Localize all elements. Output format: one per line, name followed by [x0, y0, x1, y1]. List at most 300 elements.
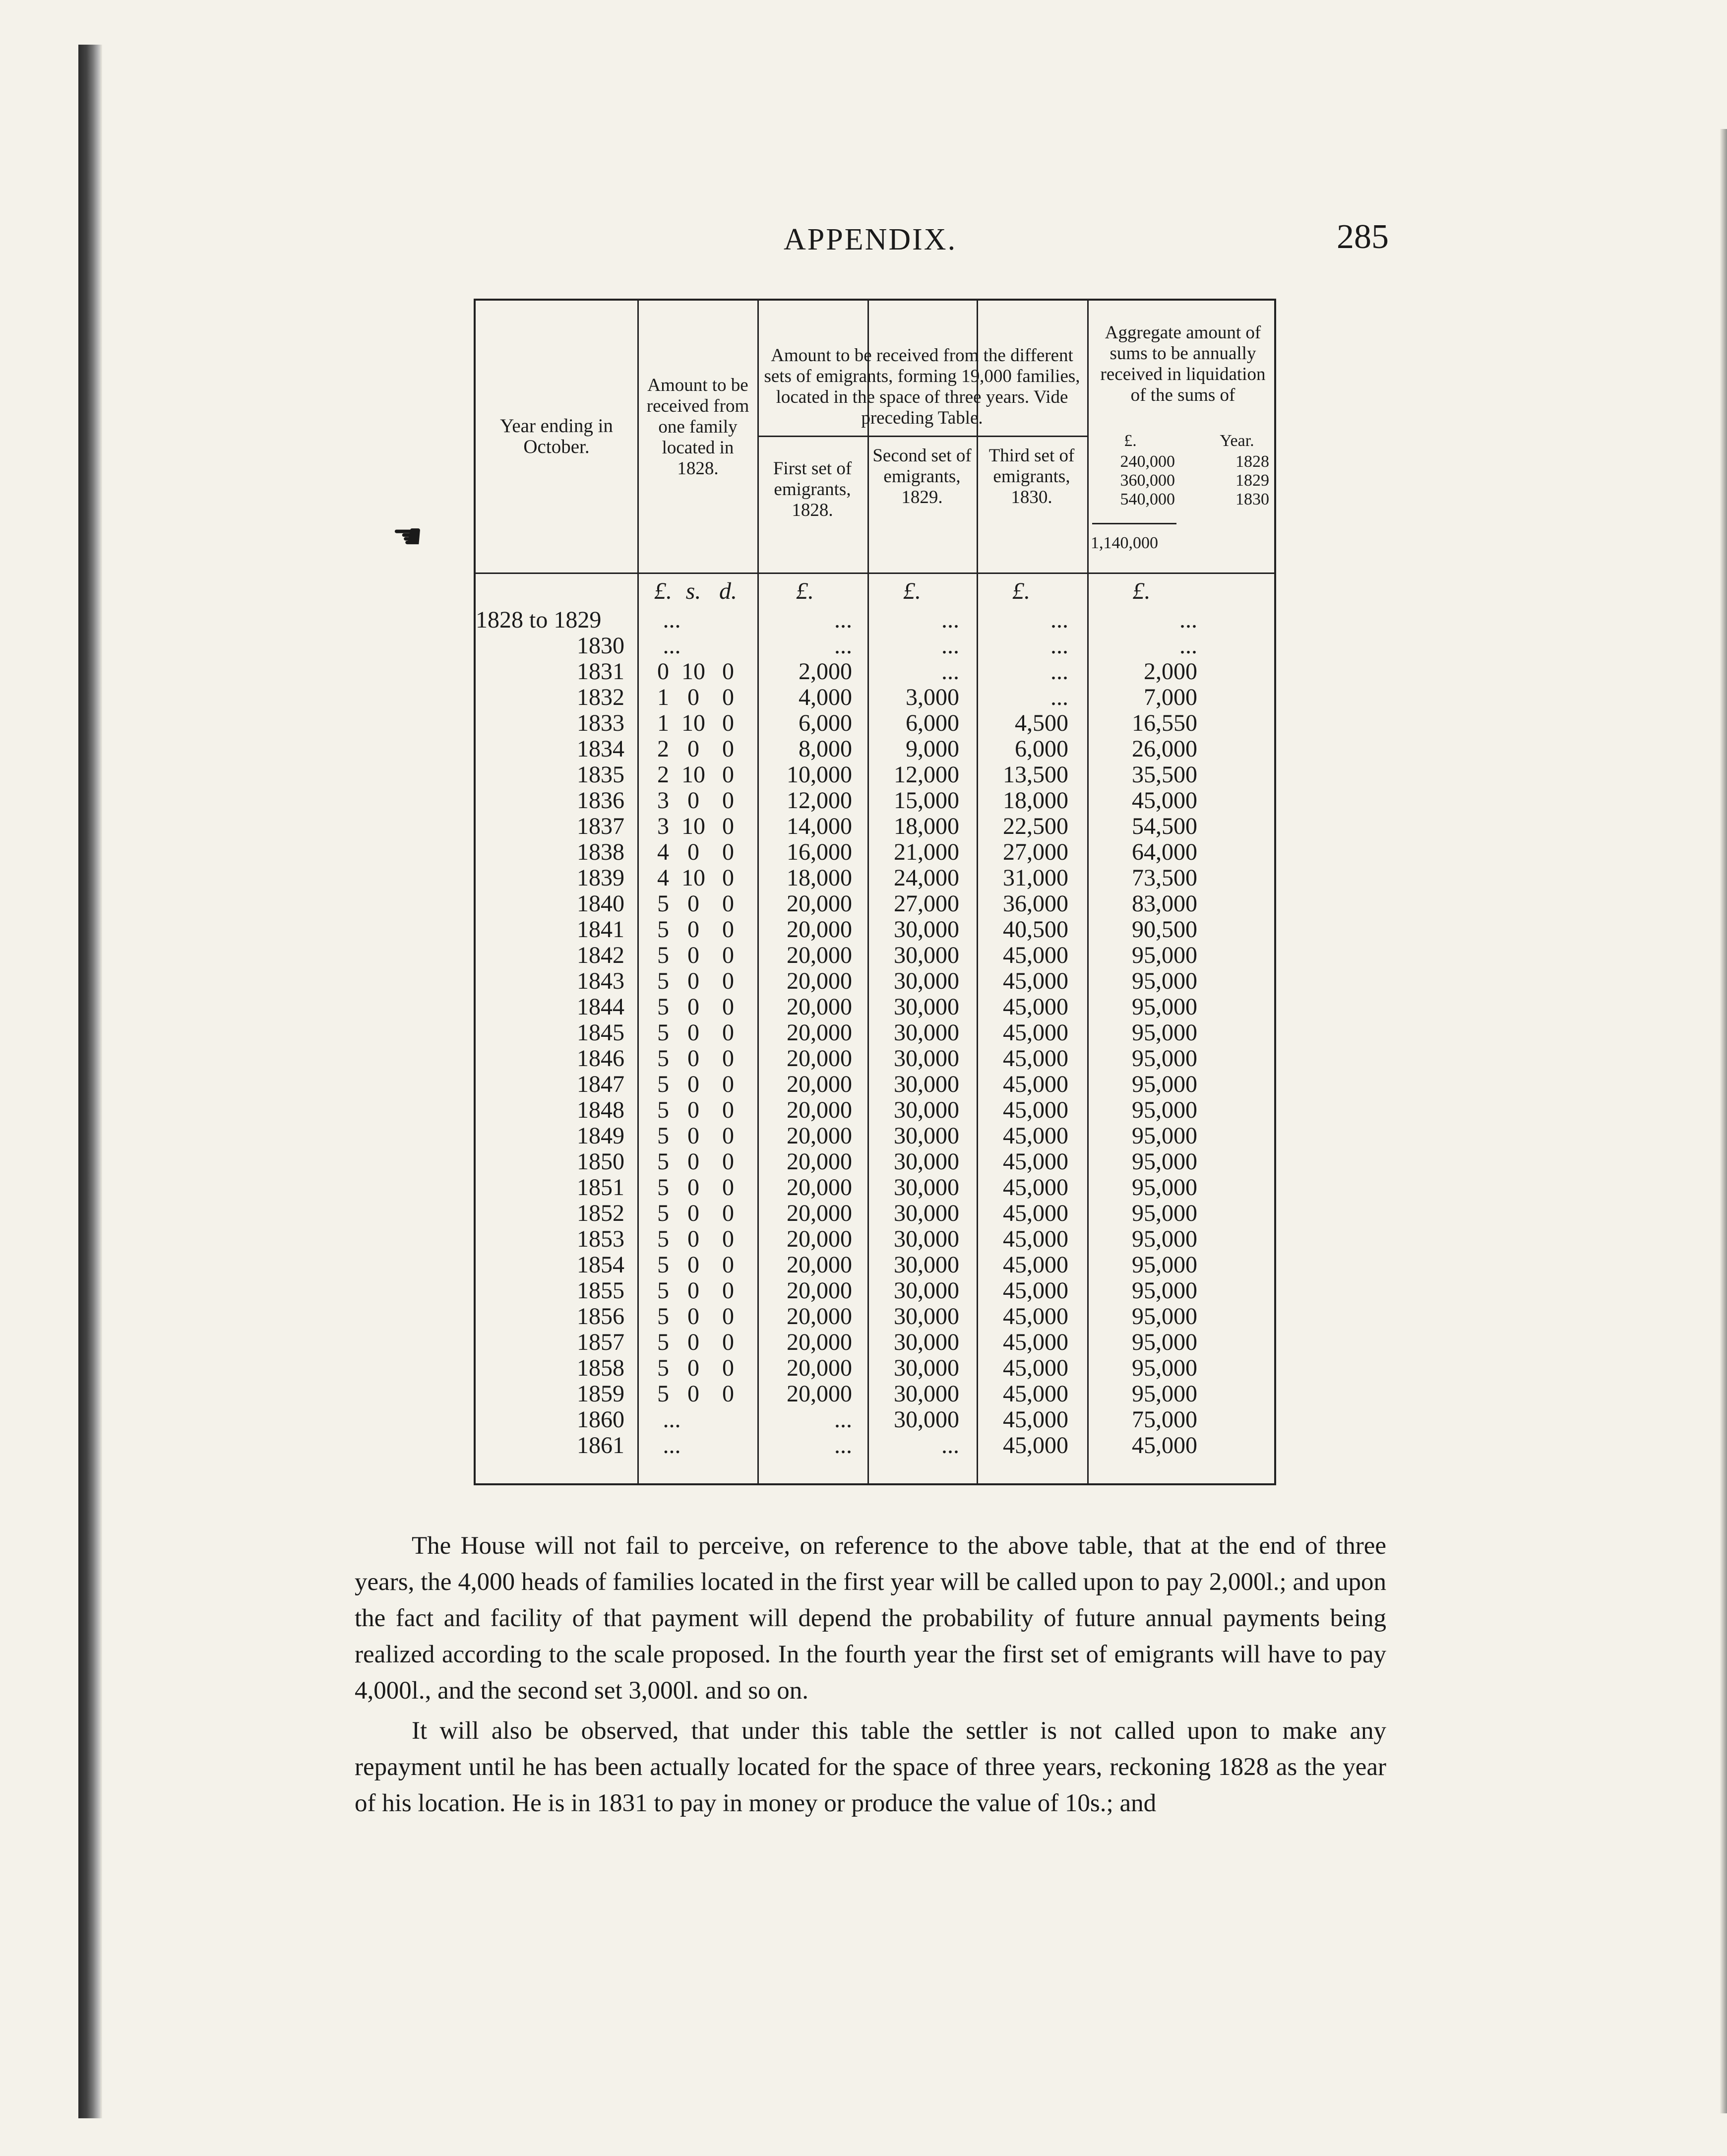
- shillings-cell: 0: [687, 1174, 699, 1201]
- third-set-cell: 45,000: [1003, 1432, 1068, 1458]
- year-cell: 1861: [577, 1432, 624, 1458]
- pounds-cell: 5: [657, 1071, 669, 1097]
- third-set-cell: 45,000: [1003, 1329, 1068, 1355]
- first-set-cell: 20,000: [787, 994, 852, 1020]
- header-third-set: Third set of emigrants, 1830.: [988, 445, 1075, 507]
- third-set-cell: 6,000: [1015, 736, 1068, 762]
- second-set-cell: 30,000: [894, 1226, 959, 1252]
- pounds-cell: 5: [657, 1303, 669, 1330]
- pence-cell: 0: [722, 1097, 734, 1123]
- pence-cell: 0: [722, 1019, 734, 1046]
- table-row: [476, 865, 1274, 891]
- second-set-cell: 30,000: [894, 1174, 959, 1201]
- shillings-cell: 0: [687, 1071, 699, 1097]
- table-row: [476, 994, 1274, 1020]
- unit-second: £.: [903, 578, 921, 604]
- book-binding-shadow: [78, 45, 102, 2118]
- year-cell: 1839: [577, 865, 624, 891]
- pounds-cell: 5: [657, 1045, 669, 1072]
- page-edge: [1720, 129, 1727, 2113]
- body-text: [355, 1528, 1386, 1822]
- year-cell: 1848: [577, 1097, 624, 1123]
- aggregate-cell: 95,000: [1132, 994, 1197, 1020]
- second-set-cell: 30,000: [894, 1252, 959, 1278]
- table-row: [476, 1175, 1274, 1201]
- total-rule: [1092, 523, 1176, 524]
- first-set-cell: 20,000: [787, 1045, 852, 1072]
- third-set-cell: 27,000: [1003, 839, 1068, 865]
- year-cell: 1859: [577, 1381, 624, 1407]
- year-cell: 1831: [577, 658, 624, 685]
- shillings-cell: 0: [687, 1123, 699, 1149]
- liquidation-sum: 540,000: [1120, 490, 1175, 508]
- family-amount-cell: ...: [663, 633, 681, 659]
- running-head: [466, 218, 1389, 267]
- shillings-cell: 0: [687, 1019, 699, 1046]
- pounds-cell: 5: [657, 1355, 669, 1381]
- pence-cell: 0: [722, 1071, 734, 1097]
- pounds-cell: 5: [657, 1097, 669, 1123]
- header-year: Year ending in October.: [500, 415, 613, 457]
- liquidation-year: 1828: [1235, 452, 1269, 471]
- aggregate-cell: 2,000: [1144, 658, 1197, 685]
- aggregate-pounds-label: £.: [1124, 432, 1137, 450]
- year-cell: 1837: [577, 813, 624, 839]
- table-row: [476, 943, 1274, 968]
- second-set-cell: 24,000: [894, 865, 959, 891]
- third-set-cell: 40,500: [1003, 916, 1068, 943]
- table-row: [476, 1097, 1274, 1123]
- year-cell: 1840: [577, 890, 624, 917]
- pence-cell: 0: [722, 1355, 734, 1381]
- liquidation-year: 1830: [1235, 490, 1269, 508]
- aggregate-year-label: Year.: [1220, 432, 1254, 450]
- table-row: [476, 1201, 1274, 1226]
- table-row: [476, 968, 1274, 994]
- year-cell: 1828 to 1829: [476, 607, 602, 633]
- pounds-cell: 5: [657, 994, 669, 1020]
- third-set-cell: 13,500: [1003, 761, 1068, 788]
- table-row: [476, 736, 1274, 762]
- first-set-cell: ...: [834, 607, 852, 633]
- pounds-cell: 5: [657, 1148, 669, 1175]
- year-cell: 1846: [577, 1045, 624, 1072]
- table-row: [476, 1407, 1274, 1433]
- pence-cell: 0: [722, 994, 734, 1020]
- third-set-cell: 22,500: [1003, 813, 1068, 839]
- first-set-cell: 20,000: [787, 1097, 852, 1123]
- shillings-cell: 0: [687, 942, 699, 968]
- first-set-cell: 20,000: [787, 1303, 852, 1330]
- pounds-cell: 5: [657, 1252, 669, 1278]
- second-set-cell: 21,000: [894, 839, 959, 865]
- table-row: [476, 633, 1274, 659]
- pounds-cell: 5: [657, 1329, 669, 1355]
- first-set-cell: 20,000: [787, 1019, 852, 1046]
- aggregate-cell: 95,000: [1132, 1071, 1197, 1097]
- second-set-cell: 30,000: [894, 968, 959, 994]
- first-set-cell: 16,000: [787, 839, 852, 865]
- pence-cell: 0: [722, 684, 734, 710]
- second-set-cell: 6,000: [906, 710, 959, 736]
- pence-cell: 0: [722, 813, 734, 839]
- aggregate-cell: ...: [1179, 607, 1197, 633]
- liquidation-sum: 240,000: [1120, 452, 1175, 471]
- pence-cell: 0: [722, 1148, 734, 1175]
- second-set-cell: 30,000: [894, 1277, 959, 1304]
- pounds-cell: 5: [657, 890, 669, 917]
- table-row: [476, 814, 1274, 839]
- aggregate-cell: 90,500: [1132, 916, 1197, 943]
- pence-cell: 0: [722, 865, 734, 891]
- year-cell: 1852: [577, 1200, 624, 1226]
- pounds-cell: 2: [657, 761, 669, 788]
- second-set-cell: 30,000: [894, 1148, 959, 1175]
- third-set-cell: 36,000: [1003, 890, 1068, 917]
- aggregate-cell: 95,000: [1132, 1226, 1197, 1252]
- first-set-cell: 20,000: [787, 1174, 852, 1201]
- first-set-cell: 20,000: [787, 1252, 852, 1278]
- third-set-cell: 45,000: [1003, 1045, 1068, 1072]
- third-set-cell: 31,000: [1003, 865, 1068, 891]
- aggregate-cell: 95,000: [1132, 942, 1197, 968]
- pointing-hand-mark: ☚: [392, 518, 423, 556]
- first-set-cell: 4,000: [799, 684, 852, 710]
- header-aggregate: Aggregate amount of sums to be annually received in liquidation of the sums of: [1100, 322, 1266, 405]
- pounds-cell: 5: [657, 1226, 669, 1252]
- aggregate-cell: ...: [1179, 633, 1197, 659]
- second-set-cell: ...: [941, 658, 959, 685]
- second-set-cell: 30,000: [894, 1329, 959, 1355]
- third-set-cell: 45,000: [1003, 1019, 1068, 1046]
- unit-first: £.: [796, 578, 814, 604]
- second-set-cell: 3,000: [906, 684, 959, 710]
- year-cell: 1838: [577, 839, 624, 865]
- shillings-cell: 0: [687, 1355, 699, 1381]
- second-set-cell: 9,000: [906, 736, 959, 762]
- first-set-cell: ...: [834, 1406, 852, 1433]
- aggregate-cell: 26,000: [1132, 736, 1197, 762]
- shillings-cell: 10: [681, 761, 705, 788]
- table-row: [476, 788, 1274, 814]
- second-set-cell: 30,000: [894, 1406, 959, 1433]
- shillings-cell: 10: [681, 865, 705, 891]
- pounds-cell: 4: [657, 865, 669, 891]
- first-set-cell: 20,000: [787, 1329, 852, 1355]
- pounds-cell: 5: [657, 1381, 669, 1407]
- third-set-cell: 45,000: [1003, 994, 1068, 1020]
- pence-cell: 0: [722, 736, 734, 762]
- aggregate-cell: 95,000: [1132, 1200, 1197, 1226]
- pounds-cell: 3: [657, 787, 669, 814]
- third-set-cell: ...: [1050, 658, 1068, 685]
- pence-cell: 0: [722, 1329, 734, 1355]
- first-set-cell: 18,000: [787, 865, 852, 891]
- first-set-cell: 20,000: [787, 1355, 852, 1381]
- aggregate-cell: 95,000: [1132, 1148, 1197, 1175]
- aggregate-cell: 95,000: [1132, 1252, 1197, 1278]
- year-cell: 1843: [577, 968, 624, 994]
- pence-cell: 0: [722, 916, 734, 943]
- table-row: [476, 710, 1274, 736]
- shillings-cell: 0: [687, 1277, 699, 1304]
- unit-aggregate: £.: [1132, 578, 1151, 604]
- third-set-cell: ...: [1050, 633, 1068, 659]
- pounds-cell: 5: [657, 1019, 669, 1046]
- pounds-cell: 5: [657, 1123, 669, 1149]
- third-set-cell: 45,000: [1003, 1226, 1068, 1252]
- year-cell: 1860: [577, 1406, 624, 1433]
- aggregate-cell: 75,000: [1132, 1406, 1197, 1433]
- table-row: [476, 685, 1274, 710]
- second-set-cell: 30,000: [894, 994, 959, 1020]
- first-set-cell: 20,000: [787, 1226, 852, 1252]
- aggregate-cell: 95,000: [1132, 1123, 1197, 1149]
- second-set-cell: 30,000: [894, 1071, 959, 1097]
- table-row: [476, 1046, 1274, 1072]
- aggregate-cell: 83,000: [1132, 890, 1197, 917]
- pence-cell: 0: [722, 890, 734, 917]
- third-set-cell: 45,000: [1003, 1355, 1068, 1381]
- table-row: [476, 1252, 1274, 1278]
- year-cell: 1851: [577, 1174, 624, 1201]
- table-row: [476, 839, 1274, 865]
- aggregate-cell: 95,000: [1132, 1277, 1197, 1304]
- second-set-cell: 15,000: [894, 787, 959, 814]
- aggregate-cell: 95,000: [1132, 968, 1197, 994]
- second-set-cell: 27,000: [894, 890, 959, 917]
- second-set-cell: 30,000: [894, 916, 959, 943]
- second-set-cell: 30,000: [894, 1019, 959, 1046]
- running-title: APPENDIX.: [784, 223, 957, 256]
- second-set-cell: 30,000: [894, 1303, 959, 1330]
- third-set-cell: 45,000: [1003, 1200, 1068, 1226]
- shillings-cell: 0: [687, 1381, 699, 1407]
- pence-cell: 0: [722, 1252, 734, 1278]
- first-set-cell: 20,000: [787, 1277, 852, 1304]
- header-bottom-rule: [476, 572, 1274, 574]
- table-row: [476, 1072, 1274, 1097]
- year-cell: 1845: [577, 1019, 624, 1046]
- year-cell: 1833: [577, 710, 624, 736]
- unit-shillings: s.: [685, 578, 701, 604]
- third-set-cell: 45,000: [1003, 1174, 1068, 1201]
- third-set-cell: 45,000: [1003, 1277, 1068, 1304]
- pence-cell: 0: [722, 1174, 734, 1201]
- first-set-cell: 20,000: [787, 1200, 852, 1226]
- shillings-cell: 0: [687, 839, 699, 865]
- table-row: [476, 1020, 1274, 1046]
- third-set-cell: ...: [1050, 607, 1068, 633]
- paragraph-2: It will also be observed, that under this table the settler is not called upon to make any repayment until he has been actually located for the space of three years, reckoning 1828 as the year of his location. He is in 1831 to pay in money or produce the value of 10s.; and: [355, 1717, 1386, 1817]
- aggregate-cell: 45,000: [1132, 1432, 1197, 1458]
- pence-cell: 0: [722, 1123, 734, 1149]
- pounds-cell: 5: [657, 968, 669, 994]
- year-cell: 1854: [577, 1252, 624, 1278]
- aggregate-cell: 95,000: [1132, 1303, 1197, 1330]
- year-cell: 1842: [577, 942, 624, 968]
- year-cell: 1857: [577, 1329, 624, 1355]
- first-set-cell: 20,000: [787, 968, 852, 994]
- shillings-cell: 0: [687, 1329, 699, 1355]
- pence-cell: 0: [722, 658, 734, 685]
- table-row: [476, 1278, 1274, 1304]
- header-second-set: Second set of emigrants, 1829.: [872, 445, 972, 507]
- aggregate-cell: 35,500: [1132, 761, 1197, 788]
- shillings-cell: 10: [681, 658, 705, 685]
- unit-pounds: £.: [654, 578, 672, 604]
- shillings-cell: 0: [687, 916, 699, 943]
- first-set-cell: 2,000: [799, 658, 852, 685]
- first-set-cell: 10,000: [787, 761, 852, 788]
- shillings-cell: 0: [687, 1252, 699, 1278]
- pounds-cell: 5: [657, 1174, 669, 1201]
- aggregate-cell: 7,000: [1144, 684, 1197, 710]
- shillings-cell: 0: [687, 1097, 699, 1123]
- pounds-cell: 2: [657, 736, 669, 762]
- third-set-cell: 45,000: [1003, 1303, 1068, 1330]
- liquidation-total: 1,140,000: [1091, 534, 1158, 552]
- shillings-cell: 0: [687, 968, 699, 994]
- year-cell: 1853: [577, 1226, 624, 1252]
- shillings-cell: 0: [687, 890, 699, 917]
- third-set-cell: 45,000: [1003, 1097, 1068, 1123]
- year-cell: 1849: [577, 1123, 624, 1149]
- group-header-rule: [757, 436, 1087, 437]
- first-set-cell: 6,000: [799, 710, 852, 736]
- year-cell: 1844: [577, 994, 624, 1020]
- aggregate-cell: 73,500: [1132, 865, 1197, 891]
- shillings-cell: 0: [687, 994, 699, 1020]
- year-cell: 1855: [577, 1277, 624, 1304]
- second-set-cell: 30,000: [894, 1200, 959, 1226]
- shillings-cell: 10: [681, 813, 705, 839]
- third-set-cell: 45,000: [1003, 1406, 1068, 1433]
- table-row: [476, 1433, 1274, 1458]
- table-row: [476, 1355, 1274, 1381]
- first-set-cell: 20,000: [787, 942, 852, 968]
- first-set-cell: 20,000: [787, 1071, 852, 1097]
- pence-cell: 0: [722, 1381, 734, 1407]
- table-row: [476, 659, 1274, 685]
- family-amount-cell: ...: [663, 1406, 681, 1433]
- year-cell: 1841: [577, 916, 624, 943]
- header-sets-group: Amount to be received from the different sets of emigrants, forming 19,000 families, located in the space of three years. Vide preceding Table.: [764, 345, 1080, 428]
- year-cell: 1835: [577, 761, 624, 788]
- pence-cell: 0: [722, 1277, 734, 1304]
- shillings-cell: 0: [687, 1200, 699, 1226]
- pence-cell: 0: [722, 1303, 734, 1330]
- first-set-cell: 20,000: [787, 1381, 852, 1407]
- aggregate-cell: 95,000: [1132, 1381, 1197, 1407]
- third-set-cell: ...: [1050, 684, 1068, 710]
- pence-cell: 0: [722, 761, 734, 788]
- pounds-cell: 3: [657, 813, 669, 839]
- table-row: [476, 1330, 1274, 1355]
- second-set-cell: 12,000: [894, 761, 959, 788]
- pence-cell: 0: [722, 839, 734, 865]
- year-cell: 1850: [577, 1148, 624, 1175]
- pounds-cell: 5: [657, 1200, 669, 1226]
- third-set-cell: 45,000: [1003, 1123, 1068, 1149]
- year-cell: 1830: [577, 633, 624, 659]
- table-row: [476, 607, 1274, 633]
- second-set-cell: 30,000: [894, 1381, 959, 1407]
- liquidation-sum: 360,000: [1120, 471, 1175, 490]
- first-set-cell: 20,000: [787, 1123, 852, 1149]
- aggregate-cell: 64,000: [1132, 839, 1197, 865]
- shillings-cell: 0: [687, 1045, 699, 1072]
- first-set-cell: ...: [834, 633, 852, 659]
- second-set-cell: ...: [941, 1432, 959, 1458]
- aggregate-cell: 95,000: [1132, 1045, 1197, 1072]
- second-set-cell: 30,000: [894, 1123, 959, 1149]
- first-set-cell: 14,000: [787, 813, 852, 839]
- header-first-set: First set of emigrants, 1828.: [773, 458, 852, 520]
- aggregate-cell: 95,000: [1132, 1019, 1197, 1046]
- third-set-cell: 45,000: [1003, 968, 1068, 994]
- family-amount-cell: ...: [663, 607, 681, 633]
- pounds-cell: 0: [657, 658, 669, 685]
- table-row: [476, 1123, 1274, 1149]
- shillings-cell: 0: [687, 1148, 699, 1175]
- pence-cell: 0: [722, 710, 734, 736]
- aggregate-cell: 16,550: [1132, 710, 1197, 736]
- shillings-cell: 0: [687, 1303, 699, 1330]
- page-number: 285: [1337, 218, 1389, 256]
- shillings-cell: 0: [687, 736, 699, 762]
- second-set-cell: 30,000: [894, 1097, 959, 1123]
- pence-cell: 0: [722, 968, 734, 994]
- aggregate-cell: 95,000: [1132, 1097, 1197, 1123]
- aggregate-cell: 45,000: [1132, 787, 1197, 814]
- second-set-cell: 30,000: [894, 1045, 959, 1072]
- second-set-cell: 30,000: [894, 1355, 959, 1381]
- first-set-cell: ...: [834, 1432, 852, 1458]
- units-row: [476, 578, 1274, 604]
- first-set-cell: 8,000: [799, 736, 852, 762]
- header-one-family: Amount to be received from one family located in 1828.: [646, 375, 749, 479]
- pence-cell: 0: [722, 1045, 734, 1072]
- second-set-cell: ...: [941, 607, 959, 633]
- first-set-cell: 20,000: [787, 916, 852, 943]
- unit-third: £.: [1012, 578, 1030, 604]
- table-row: [476, 917, 1274, 943]
- year-cell: 1836: [577, 787, 624, 814]
- second-set-cell: 18,000: [894, 813, 959, 839]
- second-set-cell: 30,000: [894, 942, 959, 968]
- third-set-cell: 4,500: [1015, 710, 1068, 736]
- aggregate-cell: 95,000: [1132, 1329, 1197, 1355]
- shillings-cell: 0: [687, 787, 699, 814]
- family-amount-cell: ...: [663, 1432, 681, 1458]
- paragraph-1: The House will not fail to perceive, on reference to the above table, that at the end of three years, the 4,000 heads of families located in the first year will be called upon to pay 2,000l.; and upon the fact and facility of that payment will depend the probability of future annual payments being realized according to the scale proposed. In the fourth year the first set of emigrants will have to pay 4,000l., and the second set 3,000l. and so on.: [355, 1532, 1386, 1705]
- table-row: [476, 1149, 1274, 1175]
- third-set-cell: 45,000: [1003, 1381, 1068, 1407]
- pounds-cell: 5: [657, 916, 669, 943]
- table-row: [476, 1226, 1274, 1252]
- second-set-cell: ...: [941, 633, 959, 659]
- third-set-cell: 45,000: [1003, 942, 1068, 968]
- third-set-cell: 45,000: [1003, 1071, 1068, 1097]
- pence-cell: 0: [722, 787, 734, 814]
- third-set-cell: 45,000: [1003, 1252, 1068, 1278]
- table-row: [476, 1304, 1274, 1330]
- year-cell: 1856: [577, 1303, 624, 1330]
- shillings-cell: 0: [687, 1226, 699, 1252]
- table-row: [476, 1381, 1274, 1407]
- unit-pence: d.: [719, 578, 737, 604]
